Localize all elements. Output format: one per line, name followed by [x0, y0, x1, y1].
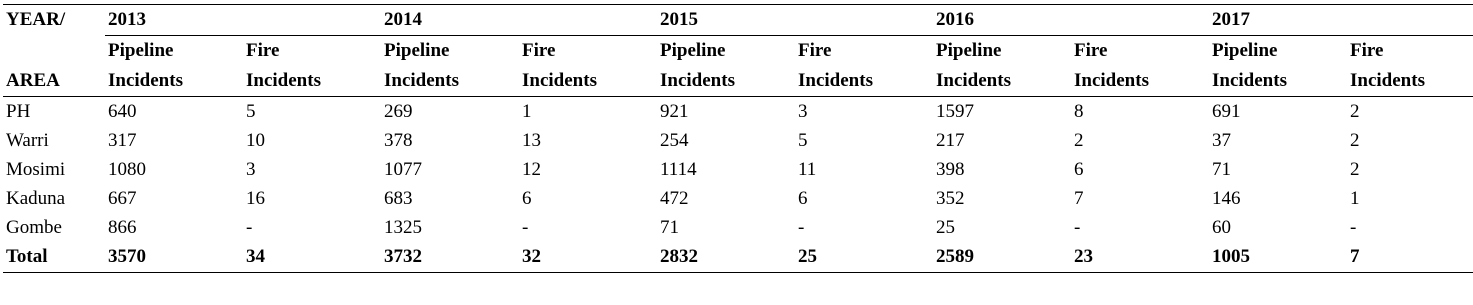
- fire-header: Fire Incidents: [243, 36, 381, 97]
- fire-header: Fire Incidents: [795, 36, 933, 97]
- value-cell: 1: [522, 101, 532, 122]
- total-cell: 1005: [1209, 242, 1347, 273]
- value-cell: -: [1350, 217, 1357, 238]
- value-cell: 25: [936, 217, 955, 238]
- type-header-row: [3, 36, 1473, 97]
- table-row: [3, 97, 1473, 127]
- value-cell: 683: [384, 188, 413, 209]
- value-cell: -: [246, 217, 253, 238]
- value-cell: 2: [1350, 130, 1360, 151]
- value-cell: 640: [108, 101, 137, 122]
- value-cell: 921: [660, 101, 689, 122]
- value-cell: 6: [1074, 159, 1084, 180]
- value-cell: 5: [246, 101, 256, 122]
- value-cell: 2: [1074, 130, 1084, 151]
- value-cell: 13: [522, 130, 541, 151]
- total-cell: 25: [795, 242, 933, 273]
- incidents-table: [3, 4, 1473, 273]
- value-cell: 1077: [384, 159, 422, 180]
- table-row: [3, 155, 1473, 184]
- value-cell: 691: [1212, 101, 1241, 122]
- value-cell: 8: [1074, 101, 1084, 122]
- value-cell: 1: [1350, 188, 1360, 209]
- year-header-2015: 2015: [657, 5, 933, 36]
- total-cell: 23: [1071, 242, 1209, 273]
- value-cell: 667: [108, 188, 137, 209]
- pipeline-header: Pipeline Incidents: [1209, 36, 1347, 97]
- area-cell: Kaduna: [6, 188, 66, 209]
- value-cell: 6: [522, 188, 532, 209]
- value-cell: 11: [798, 159, 817, 180]
- pipeline-header: Pipeline Incidents: [105, 36, 243, 97]
- value-cell: 317: [108, 130, 137, 151]
- value-cell: 1597: [936, 101, 974, 122]
- table-row: [3, 213, 1473, 242]
- fire-header: Fire Incidents: [1071, 36, 1209, 97]
- total-cell: 32: [519, 242, 657, 273]
- value-cell: 3: [246, 159, 256, 180]
- total-cell: 2832: [657, 242, 795, 273]
- area-cell: Warri: [6, 130, 49, 151]
- value-cell: 37: [1212, 130, 1231, 151]
- value-cell: 269: [384, 101, 413, 122]
- value-cell: 7: [1074, 188, 1084, 209]
- area-cell: PH: [6, 101, 31, 122]
- value-cell: 1325: [384, 217, 422, 238]
- pipeline-header: Pipeline Incidents: [381, 36, 519, 97]
- corner-year-label: YEAR/: [3, 5, 105, 36]
- value-cell: 10: [246, 130, 265, 151]
- value-cell: 378: [384, 130, 413, 151]
- total-label: Total: [3, 242, 105, 273]
- table-row: [3, 184, 1473, 213]
- total-cell: 3732: [381, 242, 519, 273]
- corner-area-label: AREA: [3, 36, 105, 97]
- value-cell: 3: [798, 101, 808, 122]
- fire-header: Fire Incidents: [519, 36, 657, 97]
- total-cell: 2589: [933, 242, 1071, 273]
- value-cell: 352: [936, 188, 965, 209]
- value-cell: 71: [660, 217, 679, 238]
- value-cell: 866: [108, 217, 137, 238]
- value-cell: 60: [1212, 217, 1231, 238]
- value-cell: -: [798, 217, 805, 238]
- value-cell: 254: [660, 130, 689, 151]
- fire-header: Fire Incidents: [1347, 36, 1473, 97]
- table-row: [3, 126, 1473, 155]
- area-cell: Gombe: [6, 217, 62, 238]
- value-cell: 472: [660, 188, 689, 209]
- pipeline-header: Pipeline Incidents: [657, 36, 795, 97]
- value-cell: -: [522, 217, 529, 238]
- value-cell: -: [1074, 217, 1081, 238]
- total-cell: 34: [243, 242, 381, 273]
- value-cell: 1080: [108, 159, 146, 180]
- total-row: [3, 242, 1473, 273]
- year-header-row: [3, 5, 1473, 36]
- value-cell: 398: [936, 159, 965, 180]
- value-cell: 2: [1350, 159, 1360, 180]
- pipeline-header: Pipeline Incidents: [933, 36, 1071, 97]
- total-cell: 3570: [105, 242, 243, 273]
- year-header-2014: 2014: [381, 5, 657, 36]
- value-cell: 2: [1350, 101, 1360, 122]
- year-header-2017: 2017: [1209, 5, 1473, 36]
- value-cell: 16: [246, 188, 265, 209]
- total-cell: 7: [1347, 242, 1473, 273]
- value-cell: 12: [522, 159, 541, 180]
- value-cell: 217: [936, 130, 965, 151]
- year-header-2013: 2013: [105, 5, 381, 36]
- value-cell: 5: [798, 130, 808, 151]
- value-cell: 146: [1212, 188, 1241, 209]
- area-cell: Mosimi: [6, 159, 66, 180]
- value-cell: 71: [1212, 159, 1231, 180]
- value-cell: 6: [798, 188, 808, 209]
- value-cell: 1114: [660, 159, 697, 180]
- year-header-2016: 2016: [933, 5, 1209, 36]
